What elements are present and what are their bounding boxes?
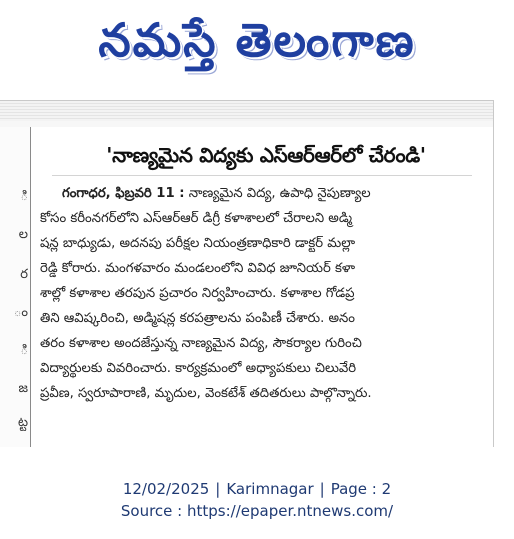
article-line: కోసం కరీంనగర్‌లోని ఎస్‌ఆర్‌ఆర్ డిగ్రీ కళాశాలలో చేరాలని అడ్మి <box>40 211 353 226</box>
headline-divider <box>52 175 472 176</box>
article-body <box>40 181 488 406</box>
article-line-text: నాణ్యమైన విద్య, ఉపాధి నైపుణ్యాల <box>188 186 371 201</box>
footer-date: 12/02/2025 <box>122 480 210 498</box>
adjacent-column-edge <box>0 127 31 447</box>
clipping-top-gap <box>0 121 493 127</box>
adjacent-column-fragment: ం <box>13 305 28 320</box>
article-line: విద్యార్థులకు వివరించారు. కార్యక్రమంలో అధ్యాపకులు చిలువేరి <box>40 361 357 376</box>
adjacent-column-fragment: ర <box>20 267 28 282</box>
adjacent-column-fragment: ి <box>20 343 28 358</box>
footer-separator: | <box>319 480 325 498</box>
newspaper-clipping <box>0 100 494 447</box>
article-line: తరం కళాశాల అందజేస్తున్న నాణ్యమైన విద్య, సౌకర్యాల గురించి <box>40 336 362 351</box>
newspaper-logo-title: నమస్తే తెలంగాణ <box>98 13 416 67</box>
article-line: తిని ఆవిష్కరించి, అడ్మిషన్ల కరపత్రాలను పంపిణీ చేశారు. అనం <box>40 311 355 326</box>
footer-source-label: Source : <box>120 502 183 520</box>
article-line: రెడ్డి కోరారు. మంగళవారం మండలంలోని వివిధ జూనియర్ కళా <box>40 261 355 276</box>
article-headline: 'నాణ్యమైన విద్యకు ఎస్‌ఆర్‌ఆర్‌లో చేరండి' <box>106 143 426 167</box>
article-line: శాల్లో కళాశాల తరపున ప్రచారం నిర్వహించారు. కళాశాల గోడప్ర <box>40 286 355 301</box>
article-line: షన్ల బాధ్యుడు, అదనపు పరీక్షల నియంత్రణాధికారి డాక్టర్ మల్లా <box>40 236 356 251</box>
clipping-top-band <box>0 101 493 121</box>
article-line <box>40 181 488 206</box>
adjacent-column-fragment: జ <box>18 381 28 396</box>
article-dateline: గంగాధర, ఫిబ్రవరి 11 : <box>62 186 185 201</box>
adjacent-column-fragment: ట్ట <box>17 415 28 430</box>
article-line: ప్రవీణ, స్వరూపారాణి, మృదుల, వెంకటేశ్ తదితరులు పాల్గొన్నారు. <box>40 386 372 401</box>
footer-edition: Karimnagar <box>226 480 314 498</box>
adjacent-column-fragment: ి <box>20 189 28 204</box>
footer-separator: | <box>215 480 221 498</box>
masthead <box>0 0 514 92</box>
footer-page: Page : 2 <box>330 480 392 498</box>
footer-meta-line <box>0 478 514 500</box>
footer-source-line <box>0 500 514 522</box>
clipping-footer <box>0 478 514 522</box>
footer-source-url[interactable]: https://epaper.ntnews.com/ <box>187 502 394 520</box>
adjacent-column-fragment: ల <box>18 227 28 242</box>
